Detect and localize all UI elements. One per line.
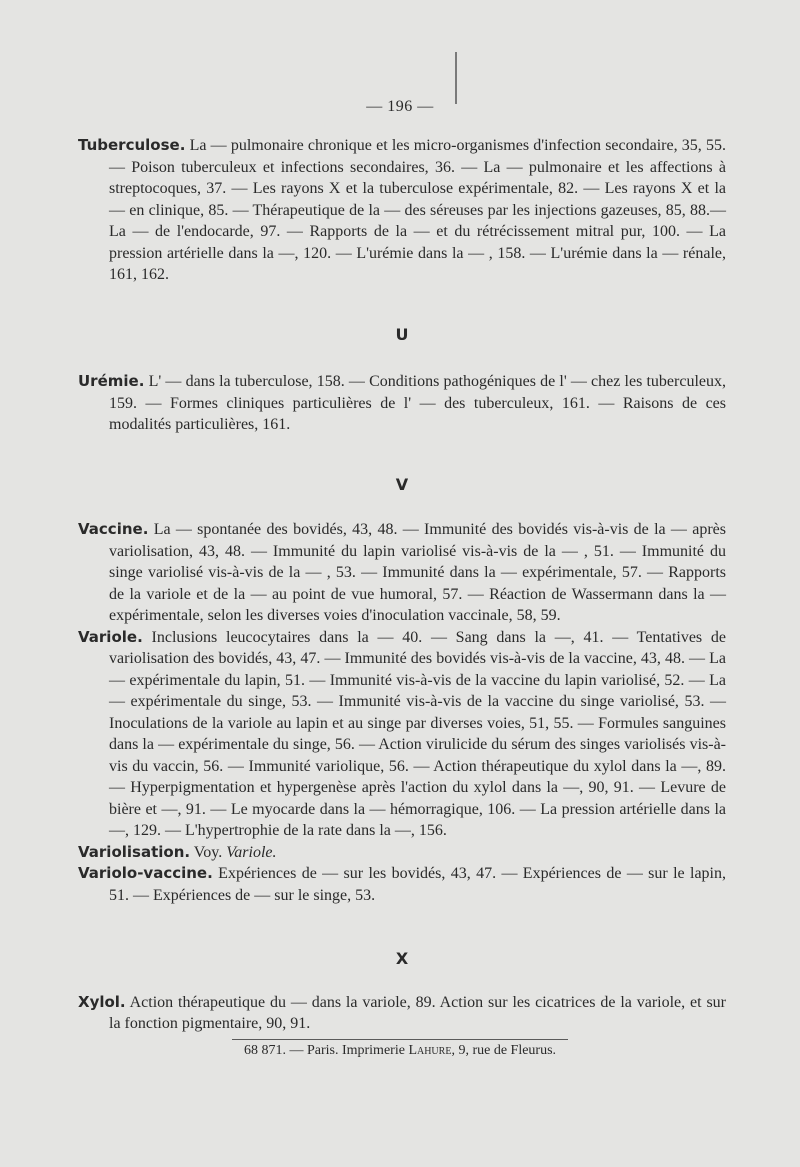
margin-mark [455, 52, 457, 104]
entry-text: Expériences de — sur les bovidés, 43, 47. — Expériences de — sur le lapin, 51. — Expériences de — sur le singe, 53. [109, 865, 726, 904]
entry-tuberculose [78, 135, 726, 286]
entry-text: La — pulmonaire chronique et les micro-organismes d'infection secondaire, 35, 55. — Poison tuberculeux et infections secondaires, 36. — La — pulmonaire et les affections à streptocoques, 37. — Les rayons X et la tuberculose expérimentale, 82. — Les rayons X et la — en clinique, 85. — Thérapeutique de la — des séreuses par les injections gazeuses, 85, 88.— La — de l'endocarde, 97. — Rapports de la — et du rétrécissement mitral pur, 100. — La pression artérielle dans la —, 120. — L'urémie dans la — , 158. — L'urémie dans la — rénale, 161, 162. [109, 137, 726, 283]
imprint-printer: Lahure [408, 1043, 452, 1058]
entry-xylol [78, 992, 726, 1035]
entry-head: Variolisation. [78, 842, 191, 861]
page-number: — 196 — [366, 98, 434, 115]
entry-head: Urémie. [78, 372, 145, 390]
entry-text: L' — dans la tuberculose, 158. — Conditions pathogéniques de l' — chez les tuberculeux, 159. — Formes cliniques particulières de l' — des tuberculeux, 161. — Raisons de ces modalités particulières, 161. [109, 373, 726, 433]
section-letter-u: U [395, 324, 409, 344]
entry-text: Action thérapeutique du — dans la variole, 89. Action sur les cicatrices de la variole, et sur la fonction pigmentaire, 90, 91. [109, 993, 726, 1032]
entry-uremie [78, 371, 726, 436]
index-entries [78, 135, 726, 1035]
entry-vaccine [78, 519, 726, 627]
imprint-prefix: 68 871. — Paris. Imprimerie [243, 1043, 409, 1058]
entry-head: Vaccine. [78, 520, 149, 538]
section-letter-v: V [395, 474, 409, 494]
entry-variolo-vaccine [78, 863, 726, 906]
entry-text: La — spontanée des bovidés, 43, 48. — Immunité des bovidés vis-à-vis de la — après variolisation, 43, 48. — Immunité du lapin variolisé vis-à-vis de la — , 51. — Immunité du singe variolisé vis-à-vis de la — , 53. — Immunité dans la — expérimentale, 57. — Rapports de la variole et de la — au point de vue humoral, 57. — Réaction de Wassermann dans la — expérimentale, selon les diverses voies d'inoculation vaccinale, 58, 59. [109, 521, 726, 624]
entry-crossref: Variole. [226, 843, 277, 861]
printer-imprint [0, 1043, 800, 1059]
section-letter-x: X [395, 949, 409, 968]
entry-text: Inclusions leucocytaires dans la — 40. — Sang dans la —, 41. — Tentatives de variolisation des bovidés, 43, 47. — Immunité des bovidés vis-à-vis de la vaccine, 43, 48. — La — expérimentale du lapin, 51. — Immunité vis-à-vis de la vaccine du lapin variolisé, 52. — La — expérimentale du singe, 53. — Immunité vis-à-vis de la vaccine du singe variolisé, 53. — Inoculations de la variole au lapin et au singe par diverses voies, 51, 55. — Formules sanguines dans la — expérimentale du singe, 56. — Action virulicide du sérum des singes variolisés vis-à-vis du vaccin, 56. — Immunité variolique, 56. — Action thérapeutique du xylol dans la —, 89. — Hyperpigmentation et hypergenèse après l'action du xylol dans la —, 90, 91. — Levure de bière et —, 91. — Le myocarde dans la — hémorragique, 106. — La pression artérielle dans la —, 129. — L'hypertrophie de la rate dans la —, 156. [109, 628, 726, 839]
entry-head: Variolo-vaccine. [78, 864, 213, 882]
imprint-suffix: , 9, rue de Fleurus. [451, 1043, 557, 1058]
entry-variole [78, 627, 726, 842]
entry-text: Voy. [190, 843, 227, 861]
imprint-rule [232, 1039, 568, 1040]
entry-head: Xylol. [78, 992, 126, 1011]
entry-variolisation [78, 842, 726, 864]
entry-head: Tuberculose. [78, 136, 186, 154]
entry-head: Variole. [78, 627, 143, 646]
